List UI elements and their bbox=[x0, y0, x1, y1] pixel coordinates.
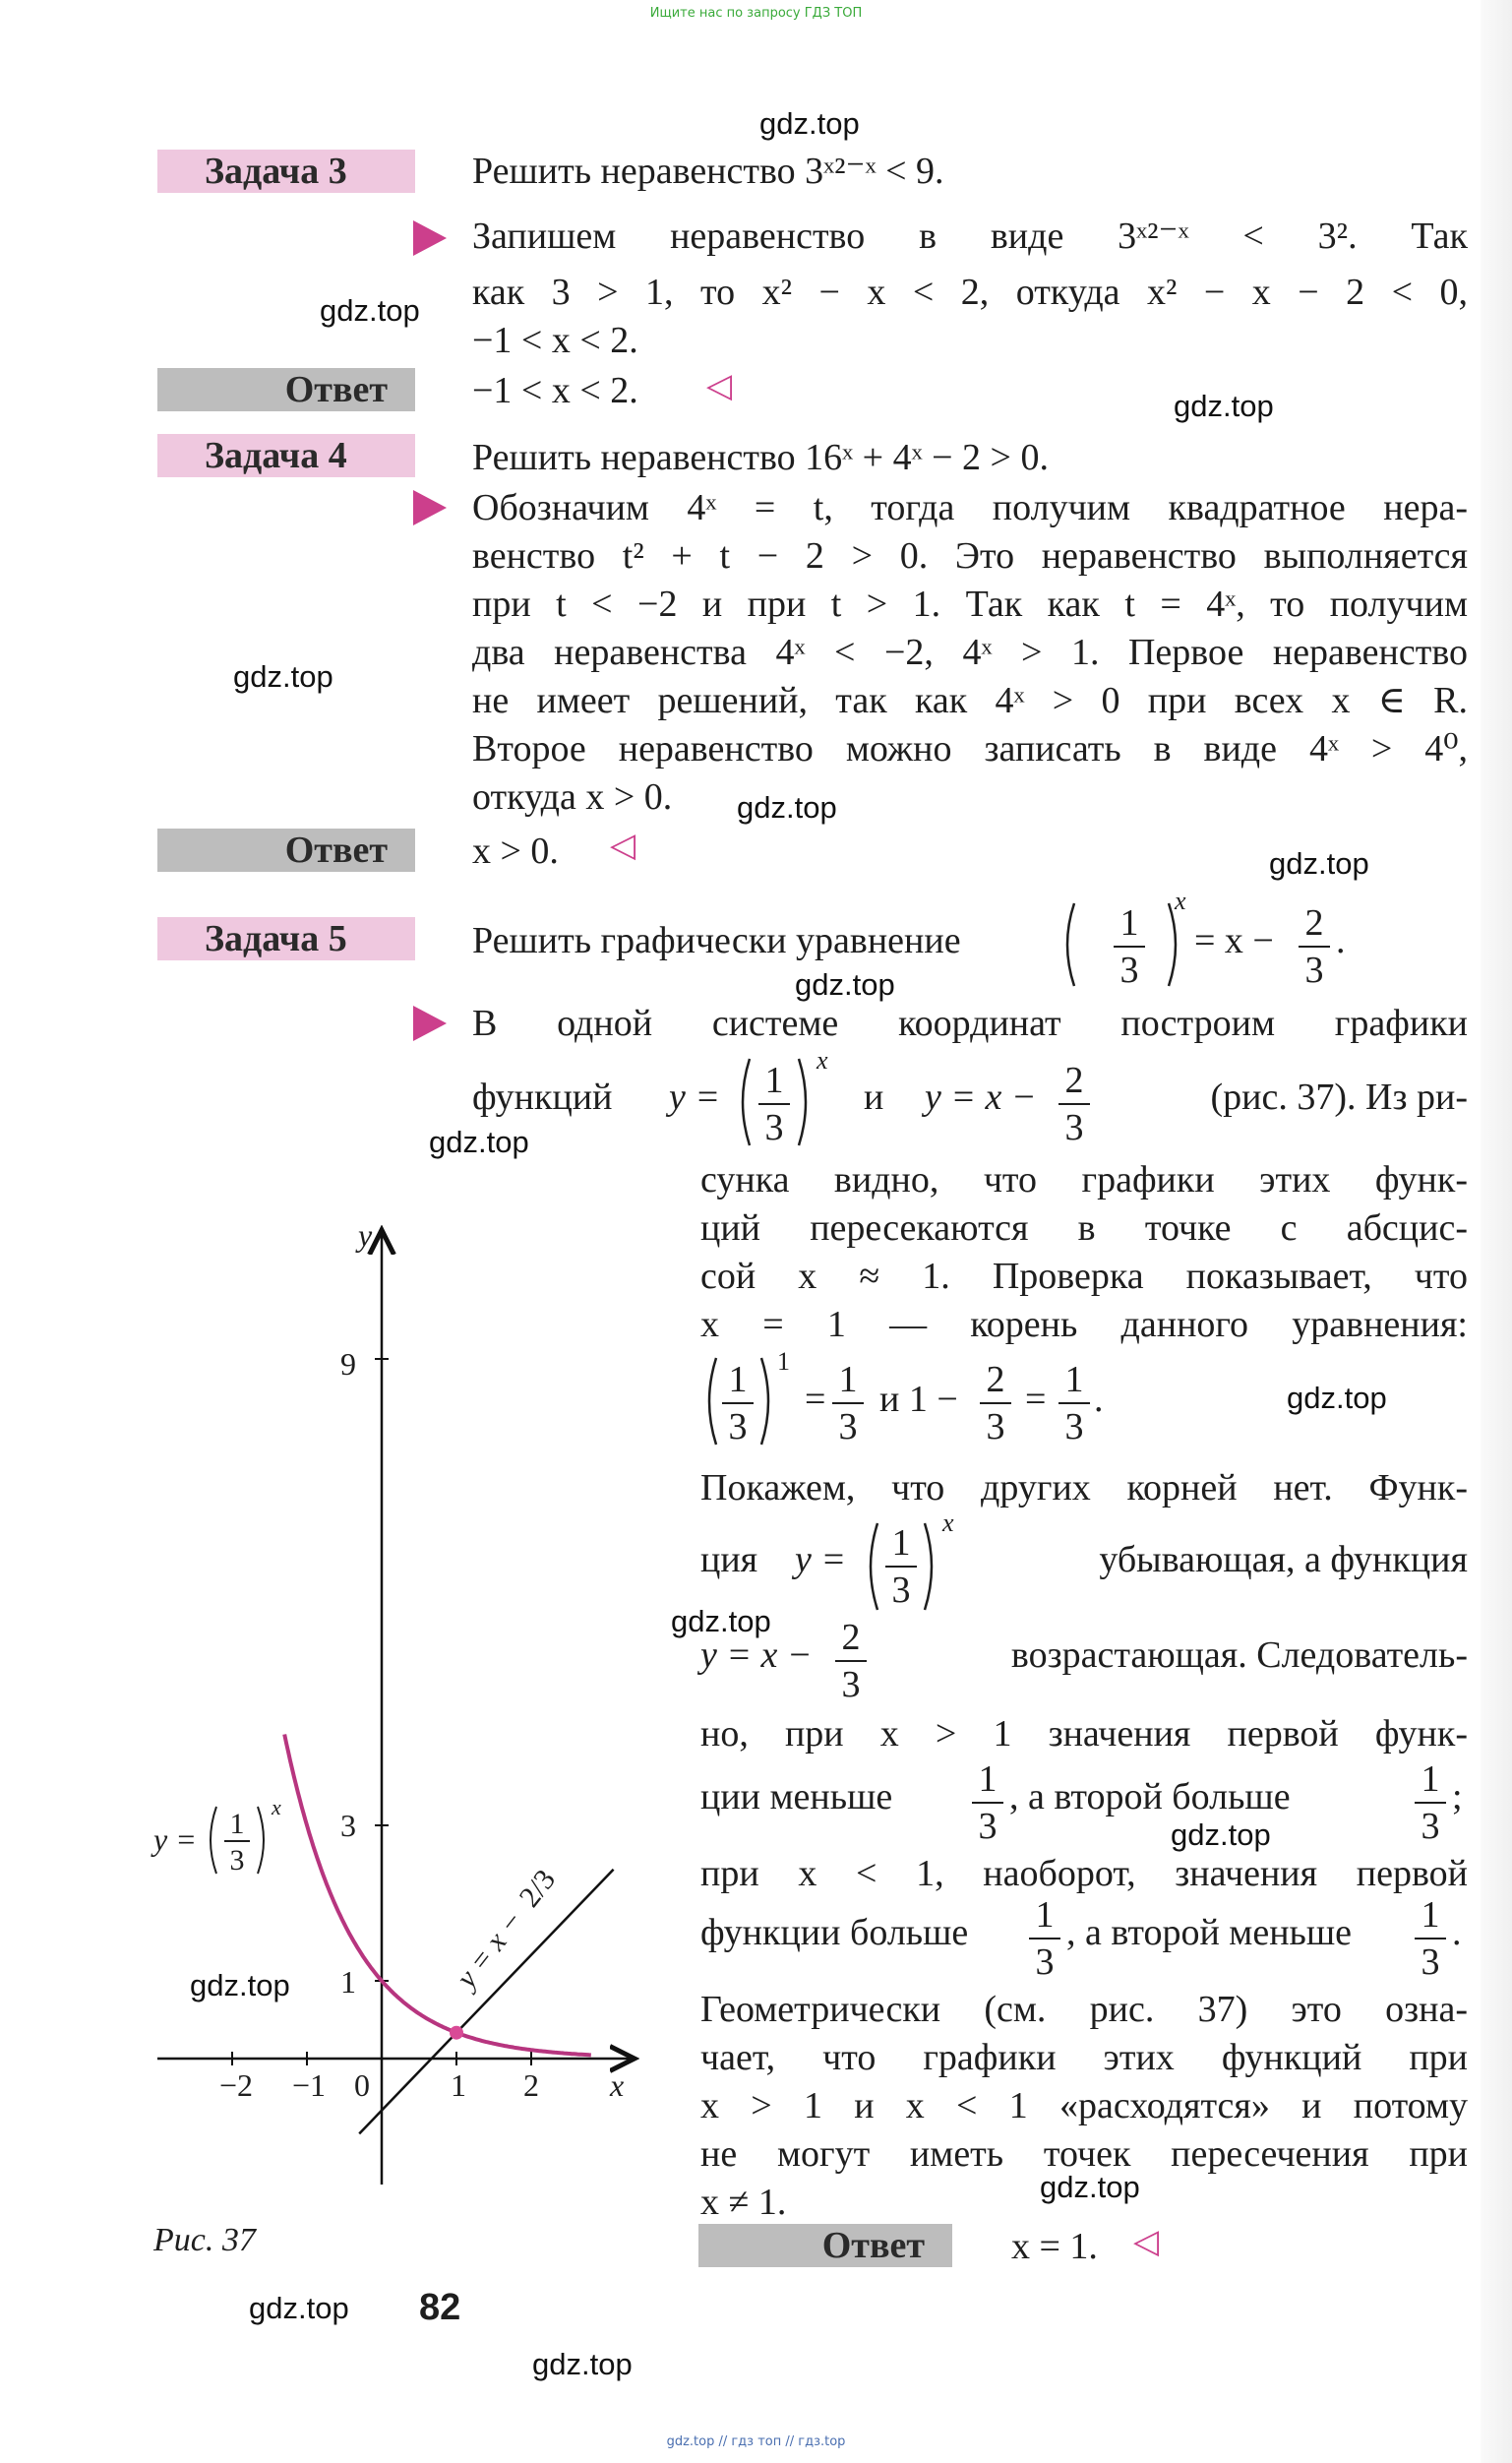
watermark: gdz.top bbox=[1171, 1817, 1271, 1852]
frac-den: 3 bbox=[764, 1107, 784, 1148]
frac-num: 1 bbox=[1421, 1894, 1440, 1936]
watermark: gdz.top bbox=[737, 790, 837, 825]
series-linear bbox=[359, 1870, 613, 2134]
watermark: gdz.top bbox=[320, 293, 420, 328]
tick-label: 1 bbox=[451, 2067, 466, 2103]
task3-label: Задача 3 bbox=[157, 150, 415, 193]
axes bbox=[157, 1230, 635, 2185]
text-fragment: y = x − bbox=[700, 1634, 813, 1676]
text-fragment: (рис. 37). Из ри- bbox=[1210, 1077, 1468, 1118]
text-fragment: , а второй больше bbox=[1009, 1776, 1291, 1817]
frac-den: 3 bbox=[978, 1806, 998, 1847]
paren-left bbox=[211, 1807, 216, 1874]
eq-rhs: = x − bbox=[1194, 920, 1274, 961]
task3-solution-line: как 3 > 1, то x² − x < 2, откуда x² − x − 2 < 0, bbox=[472, 272, 1468, 313]
text-fragment: и bbox=[864, 1077, 884, 1118]
paren-right bbox=[761, 1358, 768, 1445]
exponent: x bbox=[942, 1509, 954, 1537]
task4-solution-line: два неравенства 4ˣ < −2, 4ˣ > 1. Первое неравенство bbox=[472, 632, 1468, 673]
task5-solution-line: сунка видно, что графики этих функ- bbox=[700, 1159, 1468, 1201]
tick-label: 2 bbox=[523, 2067, 539, 2103]
watermark: gdz.top bbox=[429, 1125, 529, 1159]
y-axis-label: y bbox=[358, 1217, 373, 1253]
task5-solution-line: но, при x > 1 значения первой функ- bbox=[700, 1713, 1468, 1755]
task5-solution-line: Покажем, что других корней нет. Функ- bbox=[700, 1467, 1468, 1509]
frac-num: 1 bbox=[838, 1359, 858, 1400]
line-label-fraction: 2/3 bbox=[513, 1863, 563, 1914]
frac-num: 2 bbox=[841, 1617, 861, 1658]
frac-den: 3 bbox=[1035, 1941, 1055, 1983]
eq-end: . bbox=[1336, 920, 1346, 961]
watermark: gdz.top bbox=[1040, 2170, 1140, 2204]
tick-label: 1 bbox=[340, 1964, 356, 2000]
watermark: gdz.top bbox=[1287, 1381, 1387, 1415]
task5-solution-line: Геометрически (см. рис. 37) это озна- bbox=[700, 1989, 1468, 2030]
task4-statement: Решить неравенство 16ˣ + 4ˣ − 2 > 0. bbox=[472, 437, 1049, 478]
frac-num: 2 bbox=[986, 1359, 1005, 1400]
task5-solution-line: при x < 1, наоборот, значения первой bbox=[700, 1853, 1468, 1894]
text-fragment: убывающая, а функция bbox=[1099, 1539, 1468, 1580]
paren-right bbox=[925, 1523, 932, 1610]
task5-answer-label: Ответ bbox=[698, 2224, 952, 2267]
tick-label: −1 bbox=[291, 2067, 327, 2103]
watermark: gdz.top bbox=[671, 1604, 771, 1638]
frac-num: 2 bbox=[1064, 1060, 1084, 1101]
task3-solution-line: −1 < x < 2. bbox=[472, 320, 638, 361]
tick-label: 3 bbox=[340, 1808, 356, 1843]
frac-num: 1 bbox=[978, 1758, 998, 1800]
frac-den: 3 bbox=[1064, 1107, 1084, 1148]
paren-left bbox=[743, 1059, 750, 1145]
task4-solution-line: при t < −2 и при t > 1. Так как t = 4ˣ, то получим bbox=[472, 584, 1468, 625]
task4-solution-line: венство t² + t − 2 > 0. Это неравенство выполняется bbox=[472, 535, 1468, 577]
end-triangle-icon: ◁ bbox=[610, 828, 636, 864]
end-triangle-icon: ◁ bbox=[706, 368, 733, 404]
intersection-point bbox=[450, 2026, 463, 2040]
text-fragment: = bbox=[1025, 1379, 1047, 1420]
frac-den: 3 bbox=[1421, 1806, 1440, 1847]
frac-num: 1 bbox=[1035, 1894, 1055, 1936]
text-fragment: ; bbox=[1452, 1776, 1463, 1817]
task3-answer: −1 < x < 2. bbox=[472, 370, 638, 411]
solution-arrow-icon bbox=[413, 1006, 447, 1041]
frac-num: 1 bbox=[1421, 1758, 1440, 1800]
text-fragment: y = bbox=[669, 1077, 721, 1118]
paren-left bbox=[1067, 903, 1074, 986]
task4-solution-line: Второе неравенство можно записать в виде 4ˣ > 4⁰, bbox=[472, 728, 1468, 770]
frac-den: 3 bbox=[891, 1570, 911, 1611]
task4-label: Задача 4 bbox=[157, 434, 415, 477]
paren-left bbox=[709, 1358, 716, 1445]
task5-statement-prefix: Решить графически уравнение bbox=[472, 920, 961, 961]
tick-label: 0 bbox=[354, 2067, 370, 2103]
frac-num: 1 bbox=[1064, 1359, 1084, 1400]
frac-num: 1 bbox=[229, 1808, 245, 1840]
frac-den: 3 bbox=[986, 1406, 1005, 1447]
paren-right bbox=[1169, 903, 1176, 986]
text-fragment: ции меньше bbox=[700, 1776, 893, 1817]
watermark: gdz.top bbox=[532, 2347, 633, 2381]
end-triangle-icon: ◁ bbox=[1133, 2224, 1160, 2260]
watermark: gdz.top bbox=[1269, 846, 1369, 881]
text-fragment: y = bbox=[795, 1539, 847, 1580]
task5-answer: x = 1. bbox=[1011, 2226, 1098, 2267]
frac-den: 3 bbox=[1304, 950, 1324, 991]
frac-den: 3 bbox=[841, 1664, 861, 1705]
text-fragment: . bbox=[1452, 1912, 1462, 1953]
task5-label: Задача 5 bbox=[157, 917, 415, 960]
task4-solution-line: откуда x > 0. bbox=[472, 776, 673, 818]
task5-solution-line: ций пересекаются в точке с абсцис- bbox=[700, 1207, 1468, 1249]
exponent: x bbox=[1175, 887, 1186, 915]
task5-solution-line: не могут иметь точек пересечения при bbox=[700, 2133, 1468, 2175]
watermark: gdz.top bbox=[190, 1968, 290, 2002]
frac-num: 2 bbox=[1304, 902, 1324, 944]
frac-den: 3 bbox=[838, 1406, 858, 1447]
text-fragment: = bbox=[805, 1379, 826, 1420]
task5-solution-line: сой x ≈ 1. Проверка показывает, что bbox=[700, 1256, 1468, 1297]
frac-den: 3 bbox=[728, 1406, 748, 1447]
task5-solution-line: В одной системе координат построим графики bbox=[472, 1003, 1468, 1044]
text-fragment: возрастающая. Следователь- bbox=[1010, 1634, 1468, 1676]
task3-solution-line: Запишем неравенство в виде 3ˣ²⁻ˣ < 3². Так bbox=[472, 216, 1468, 257]
curve-label: y = bbox=[153, 1821, 197, 1857]
task5-solution-line: x ≠ 1. bbox=[700, 2182, 787, 2223]
text-fragment: ция bbox=[700, 1539, 758, 1580]
task4-answer: x > 0. bbox=[472, 831, 559, 872]
paren-right bbox=[258, 1807, 264, 1874]
watermark: gdz.top bbox=[759, 106, 860, 141]
top-note: Ищите нас по запросу ГДЗ ТОП bbox=[649, 6, 863, 21]
exponent: 1 bbox=[777, 1347, 790, 1376]
figure-caption: Рис. 37 bbox=[153, 2222, 256, 2258]
watermark: gdz.top bbox=[233, 659, 333, 694]
watermark: gdz.top bbox=[1174, 389, 1274, 423]
text-fragment: y = x − bbox=[925, 1077, 1037, 1118]
tick-label: −2 bbox=[218, 2067, 254, 2103]
task5-solution-line: чает, что графики этих функций при bbox=[700, 2037, 1468, 2078]
frac-num: 1 bbox=[891, 1522, 911, 1564]
frac-num: 1 bbox=[764, 1060, 784, 1101]
exponent: x bbox=[272, 1795, 281, 1819]
paren-right bbox=[799, 1059, 806, 1145]
text-fragment: функции больше bbox=[700, 1912, 969, 1953]
text-fragment: и 1 − bbox=[879, 1379, 958, 1420]
paren-left bbox=[871, 1523, 877, 1610]
watermark: gdz.top bbox=[795, 967, 895, 1002]
text-fragment: , а второй меньше bbox=[1066, 1912, 1353, 1953]
tick-label: 9 bbox=[340, 1346, 356, 1382]
task3-answer-label: Ответ bbox=[157, 368, 415, 411]
frac-num: 1 bbox=[1119, 902, 1139, 944]
figure-37 bbox=[138, 1210, 669, 2244]
frac-den: 3 bbox=[1064, 1406, 1084, 1447]
task4-answer-label: Ответ bbox=[157, 829, 415, 872]
exponent: x bbox=[816, 1046, 828, 1075]
bottom-note: gdz.top // гдз топ // гдз.top bbox=[666, 2434, 846, 2449]
text-fragment: функций bbox=[472, 1077, 613, 1118]
page-number: 82 bbox=[419, 2287, 461, 2328]
frac-den: 3 bbox=[1119, 950, 1139, 991]
frac-num: 1 bbox=[728, 1359, 748, 1400]
task4-solution-line: Обозначим 4ˣ = t, тогда получим квадратное нера- bbox=[472, 487, 1468, 528]
task3-statement: Решить неравенство 3ˣ²⁻ˣ < 9. bbox=[472, 151, 944, 192]
task5-solution-line: x > 1 и x < 1 «расходятся» и потому bbox=[700, 2085, 1468, 2126]
text-fragment: . bbox=[1094, 1379, 1104, 1420]
frac-den: 3 bbox=[1421, 1941, 1440, 1983]
task5-solution-line: x = 1 — корень данного уравнения: bbox=[700, 1304, 1468, 1345]
x-axis-label: x bbox=[610, 2067, 625, 2103]
task4-solution-line: не имеет решений, так как 4ˣ > 0 при всех x ∈ R. bbox=[472, 680, 1468, 721]
watermark: gdz.top bbox=[249, 2291, 349, 2325]
line-label: y = x − bbox=[450, 1904, 530, 1995]
frac-den: 3 bbox=[229, 1844, 245, 1877]
